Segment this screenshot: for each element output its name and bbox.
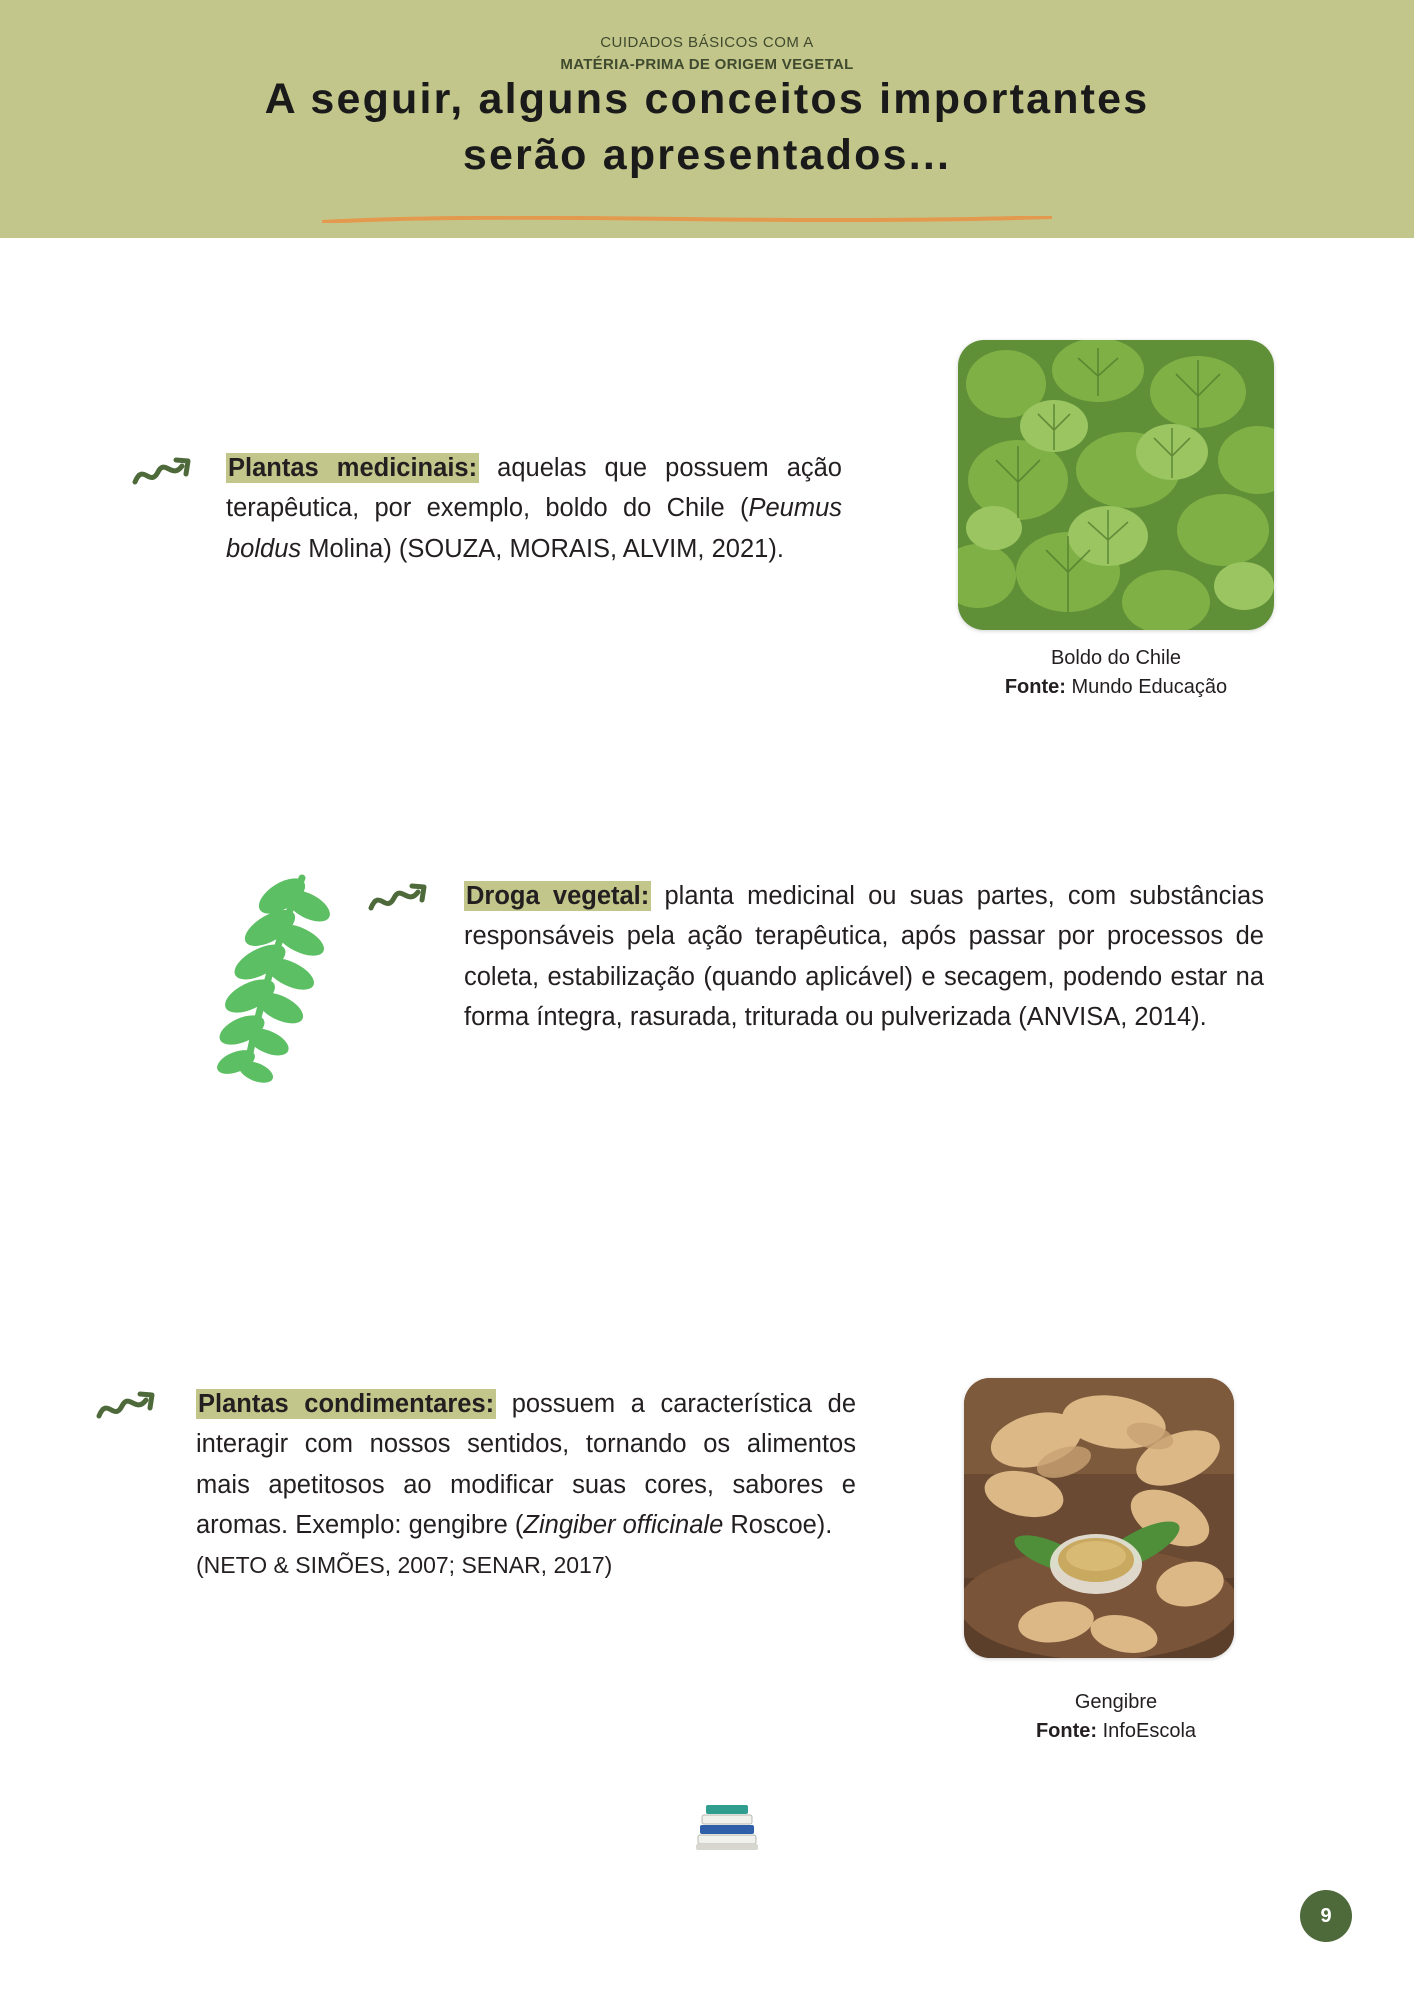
- page-number-badge: 9: [1300, 1890, 1352, 1942]
- arrow-squiggle-icon: [132, 452, 204, 494]
- concept-plantas-condimentares: [196, 1384, 856, 1583]
- concept-body-italic: Peumus boldus: [226, 494, 842, 563]
- gengibre-caption: [930, 1688, 1302, 1746]
- arrow-squiggle-icon: [96, 1386, 168, 1428]
- title-underline-decoration: [322, 216, 1052, 223]
- concept-text: [464, 876, 1264, 1037]
- concept-term: Plantas medicinais:: [228, 454, 478, 482]
- gengibre-photo: [964, 1378, 1234, 1658]
- boldo-caption-source: Mundo Educação: [1065, 676, 1228, 698]
- header-eyebrow: [0, 32, 1414, 76]
- concept-body-2: Molina) (SOUZA, MORAIS, ALVIM, 2021).: [301, 534, 784, 563]
- concept-droga-vegetal: [464, 876, 1264, 1037]
- header-eyebrow-line2: MATÉRIA-PRIMA DE ORIGEM VEGETAL: [560, 55, 854, 73]
- header-eyebrow-line1: CUIDADOS BÁSICOS COM A: [600, 34, 814, 51]
- concept-text: [226, 448, 842, 569]
- header-band: [0, 0, 1414, 238]
- arrow-squiggle-icon: [368, 878, 440, 920]
- boldo-caption-source-label: Fonte:: [1004, 676, 1066, 698]
- page-title-line1: A seguir, alguns conceitos importantes: [264, 75, 1150, 123]
- gengibre-caption-source: InfoEscola: [1097, 1720, 1197, 1742]
- concept-reference: (NETO & SIMÕES, 2007; SENAR, 2017): [196, 1552, 613, 1579]
- gengibre-illustration: [964, 1378, 1234, 1658]
- boldo-caption: [930, 644, 1302, 702]
- concept-plantas-medicinais: [226, 448, 842, 569]
- page-title: [0, 72, 1414, 184]
- gengibre-caption-source-label: Fonte:: [1035, 1720, 1098, 1742]
- boldo-caption-title: Boldo do Chile: [1050, 647, 1182, 669]
- gengibre-caption-title: Gengibre: [1074, 1691, 1158, 1713]
- concept-body-1: possuem a característica de interagir com nossos sentidos, tornando os alimentos mais apetitosos ao modificar suas cores, sabores e aromas. Exemplo: gengibre (: [196, 1390, 856, 1539]
- concept-term: Droga vegetal:: [466, 882, 650, 910]
- concept-body-1: aquelas que possuem ação terapêutica, por exemplo, boldo do Chile (: [226, 454, 842, 523]
- concept-term: Plantas condimentares:: [198, 1390, 495, 1418]
- concept-body-italic: Zingiber officinale: [523, 1510, 724, 1539]
- books-icon: [692, 1795, 766, 1853]
- boldo-do-chile-photo: [958, 340, 1274, 630]
- boldo-leaves-illustration: [958, 340, 1274, 630]
- fern-leaf-icon: [190, 862, 340, 1112]
- concept-body-1: planta medicinal ou suas partes, com substâncias responsáveis pela ação terapêutica, após passar por processos de coleta, estabilização (quando aplicável) e secagem, podendo estar na forma íntegra, rasurada, triturada ou pulverizada (ANVISA, 2014).: [464, 882, 1264, 1031]
- concept-body-2: Roscoe).: [723, 1510, 833, 1539]
- concept-text: [196, 1384, 856, 1545]
- page-title-line2: serão apresentados...: [462, 130, 952, 179]
